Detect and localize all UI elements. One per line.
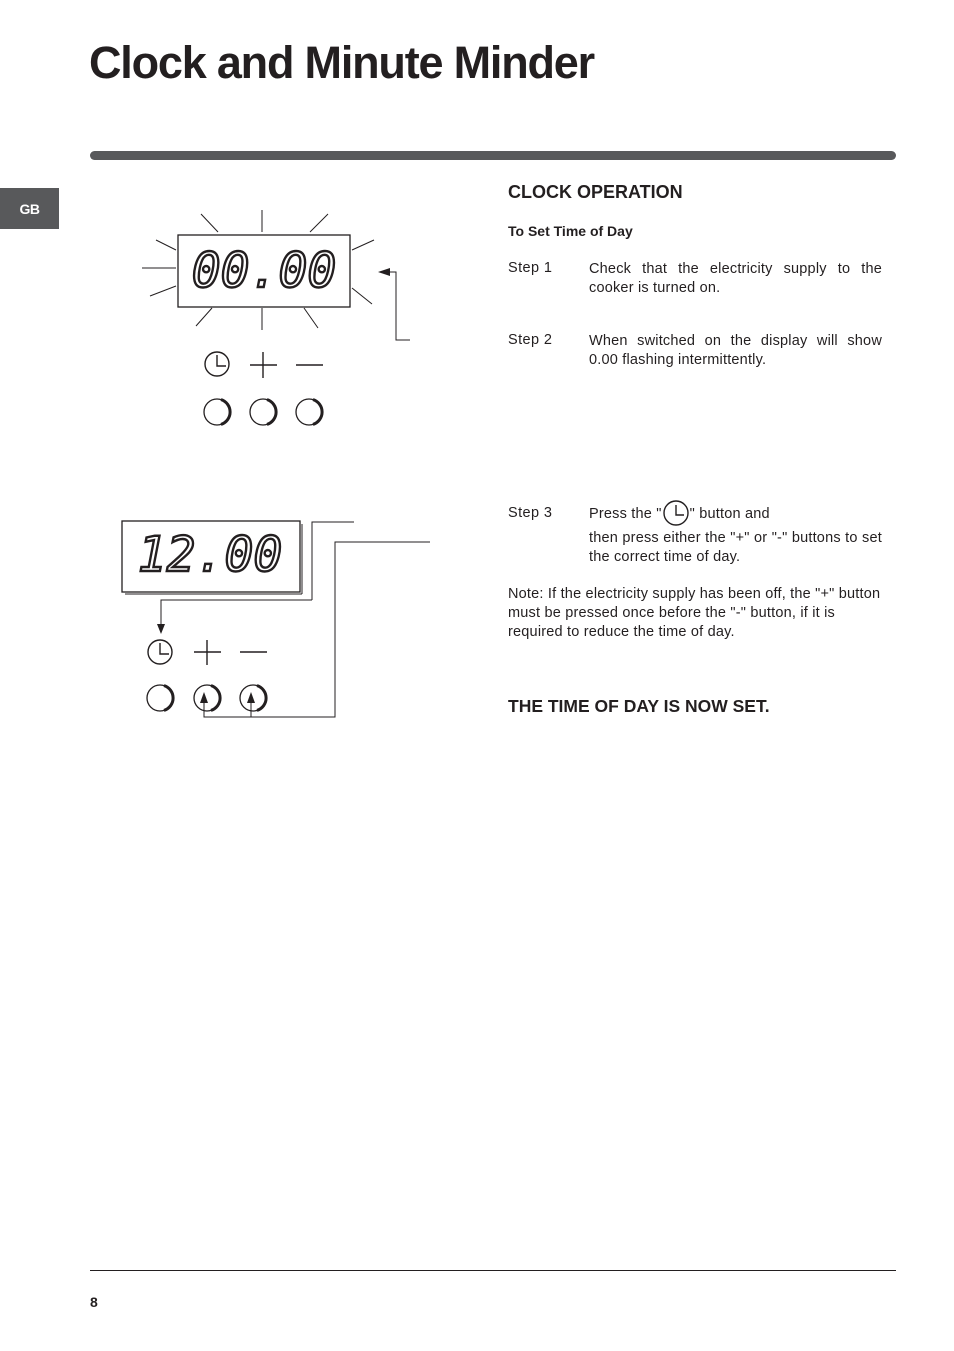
footer-divider bbox=[90, 1270, 896, 1271]
note-text: Note: If the electricity supply has been off, the "+" button must be pressed once before the "-" button, if it is required to reduce the time of day. bbox=[508, 586, 881, 640]
step-label: Step 3 bbox=[508, 505, 553, 521]
pointer-line bbox=[384, 272, 410, 340]
flash-ray bbox=[201, 214, 218, 232]
clock-diagram bbox=[0, 0, 480, 760]
section-heading: CLOCK OPERATION bbox=[508, 182, 683, 202]
clock-icon bbox=[148, 640, 172, 664]
language-tab: GB bbox=[0, 188, 59, 229]
arrow-head bbox=[200, 692, 208, 703]
final-heading: THE TIME OF DAY IS NOW SET. bbox=[508, 696, 770, 716]
arrow-head bbox=[157, 624, 165, 634]
step-label: Step 1 bbox=[508, 260, 553, 276]
page-title: Clock and Minute Minder bbox=[89, 37, 594, 88]
flash-ray bbox=[352, 240, 374, 250]
plus-icon bbox=[250, 352, 277, 378]
arrow-head bbox=[378, 268, 390, 276]
flash-ray bbox=[156, 240, 176, 250]
step-text: Check that the electricity supply to the cooker is turned on. bbox=[589, 261, 882, 296]
pointer-line bbox=[161, 600, 312, 628]
step-text: When switched on the display will show 0.00 flashing intermittently. bbox=[589, 333, 882, 368]
flash-ray bbox=[150, 286, 176, 296]
flash-ray bbox=[304, 308, 318, 328]
flash-ray bbox=[310, 214, 328, 232]
lcd-display-value: 00.00 bbox=[191, 243, 337, 299]
section-subheading: To Set Time of Day bbox=[508, 223, 633, 239]
clock-icon bbox=[662, 499, 690, 527]
step-label: Step 2 bbox=[508, 332, 553, 348]
plus-icon bbox=[194, 640, 221, 665]
pointer-line bbox=[312, 522, 354, 600]
flash-ray bbox=[352, 288, 372, 304]
lcd-display-value-2: 12.00 bbox=[137, 527, 283, 583]
clock-icon bbox=[205, 352, 229, 376]
step-text: then press either the "+" or "-" buttons to set the correct time of day. bbox=[589, 530, 882, 565]
flash-ray bbox=[196, 308, 212, 326]
arrow-head bbox=[247, 692, 255, 703]
step-text: Press the " " button and bbox=[589, 505, 882, 524]
page-number: 8 bbox=[90, 1294, 98, 1310]
